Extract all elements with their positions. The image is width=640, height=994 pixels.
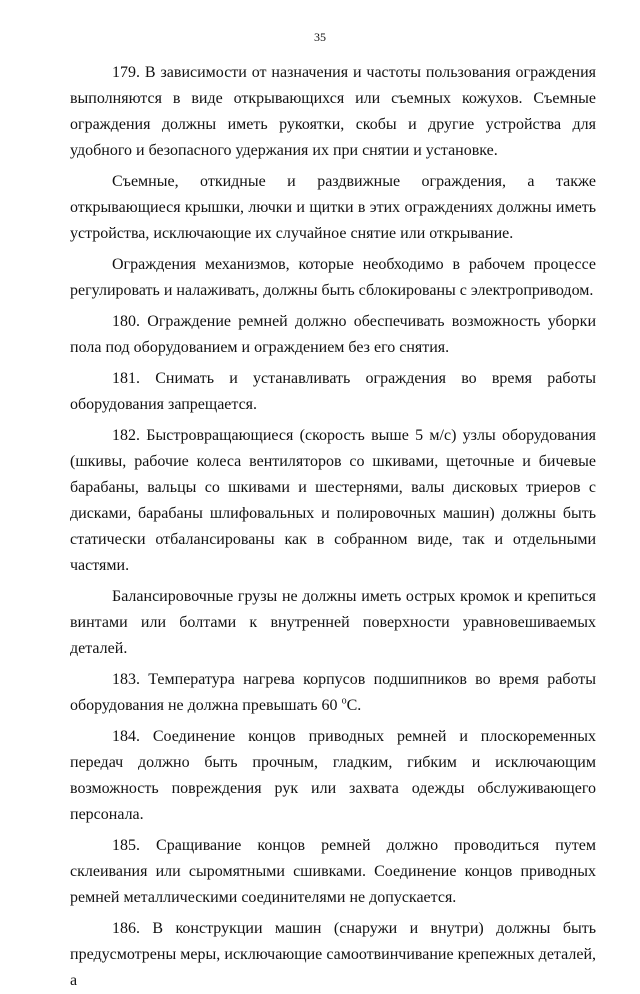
degree-sign: о <box>341 695 347 707</box>
page-number: 35 <box>314 30 326 44</box>
paragraph-186: 186. В конструкции машин (снаружи и внутри) должны быть предусмотрены меры, исключающие самоотвинчивание крепежных деталей, а <box>70 920 596 989</box>
paragraph-182: 182. Быстровращающиеся (скорость выше 5 м/с) узлы оборудования (шкивы, рабочие колеса вентиляторов со шкивами, щеточные и бичевые барабаны, вальцы со шкивами и шестернями, валы дисковых триеров с дисками, барабаны шлифовальных и полировочных машин) должны быть статически отбалансированы как в собранном виде, так и отдельными частями. <box>70 427 596 574</box>
paragraph-185: 185. Сращивание концов ремней должно проводиться путем склеивания или сыромятными сшивками. Соединение концов приводных ремней металлическими соединителями не допускается. <box>70 837 596 906</box>
body-text <box>70 60 596 994</box>
paragraph-184: 184. Соединение концов приводных ремней и плоскоременных передач должно быть прочным, гладким, гибким и исключающим возможность повреждения рук или захвата одежды обслуживающего персонала. <box>70 728 596 823</box>
paragraph-balancing-weights: Балансировочные грузы не должны иметь острых кромок и крепиться винтами или болтами к внутренней поверхности уравновешиваемых деталей. <box>70 588 596 657</box>
paragraph-179: 179. В зависимости от назначения и частоты пользования ограждения выполняются в виде открывающихся или съемных кожухов. Съемные ограждения должны иметь рукоятки, скобы и другие устройства для удобного и безопасного удержания их при снятии и установке. <box>70 64 596 159</box>
paragraph-181: 181. Снимать и устанавливать ограждения во время работы оборудования запрещается. <box>70 370 596 413</box>
paragraph-removable-guards: Съемные, откидные и раздвижные ограждения, а также открывающиеся крышки, лючки и щитки в этих ограждениях должны иметь устройства, исключающие их случайное снятие или открывание. <box>70 173 596 242</box>
paragraph-mechanism-guards: Ограждения механизмов, которые необходимо в рабочем процессе регулировать и налаживать, должны быть сблокированы с электроприводом. <box>70 256 596 299</box>
paragraph-183 <box>70 667 596 719</box>
temperature-unit: С. <box>346 697 362 714</box>
paragraph-183-text: 183. Температура нагрева корпусов подшипников во время работы оборудования не должна превышать 60 <box>70 671 596 714</box>
paragraph-180: 180. Ограждение ремней должно обеспечивать возможность уборки пола под оборудованием и ограждением без его снятия. <box>70 313 596 356</box>
